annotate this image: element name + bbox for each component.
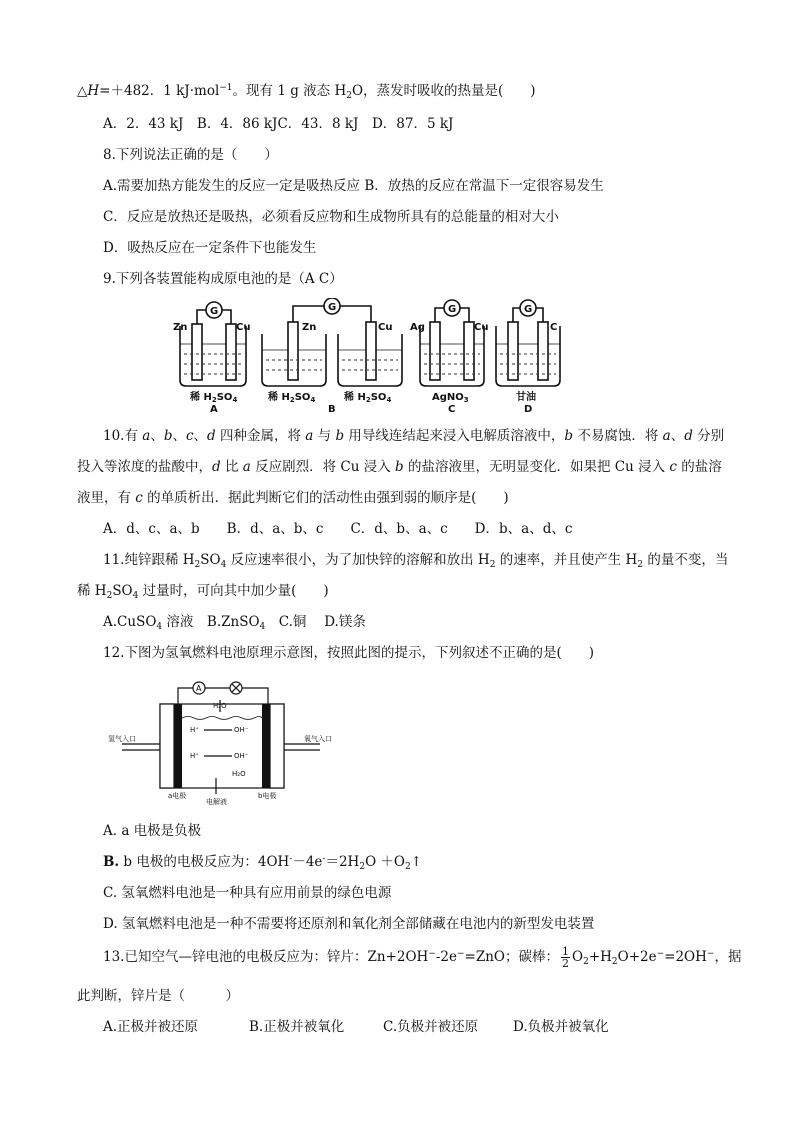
option-b-text4: O ＋O — [365, 854, 406, 870]
q10-line2 — [77, 458, 722, 476]
q13-text-c: -2e — [435, 949, 457, 965]
q13-option-a: A.正极并被还原 — [103, 1019, 199, 1035]
letter-b: B — [328, 404, 336, 415]
q13-text-l: =2OH — [664, 949, 707, 965]
text-segment: 反应速率很小，为了加快锌的溶解和放出 H — [226, 552, 490, 568]
q13-text-n: ，据 — [714, 949, 742, 965]
text-segment: 11.纯锌跟稀 H — [103, 552, 195, 568]
text-segment: 稀 H — [77, 583, 107, 599]
label-electrolyte: 电解液 — [206, 798, 227, 806]
q13-text-h: +H — [588, 949, 612, 965]
variable-letter: d — [212, 459, 221, 475]
q8-option-d: D．吸热反应在一定条件下也能发生 — [103, 240, 317, 256]
q13-text-j: O+2e — [617, 949, 657, 965]
text-segment: 与 — [313, 428, 336, 444]
option-b-text: b 电极的电极反应为：4OH — [119, 854, 290, 870]
variable-letter: a — [662, 428, 671, 444]
subscript: 4 — [220, 560, 227, 570]
q10-line1 — [103, 427, 724, 445]
text-segment: SO — [200, 552, 221, 568]
electrode-b — [262, 704, 270, 788]
q13-line2: 此判断，锌片是（ ） — [77, 988, 239, 1004]
variable-letter: c — [185, 428, 194, 444]
subscript: 4 — [132, 591, 139, 601]
letter-d: D — [524, 404, 533, 415]
q9-stem: 9.下列各装置能构成原电池的是（A C） — [103, 271, 343, 287]
fuel-cell-figure — [108, 678, 358, 806]
oh-minus-1: OH⁻ — [234, 726, 249, 734]
q8-option-a: A.需要加热方能发生的反应一定是吸热反应 B．放热的反应在常温下一定很容易发生 — [103, 178, 604, 194]
q11-line1 — [103, 551, 728, 569]
q8-option-c: C．反应是放热还是吸热，必须看反应物和生成物所具有的总能量的相对大小 — [103, 209, 559, 225]
variable-letter: d — [207, 428, 216, 444]
text-segment: SO — [112, 583, 133, 599]
subscript: 4 — [259, 622, 266, 632]
option-b-sup2: - — [322, 854, 326, 864]
letter-a: A — [210, 404, 218, 415]
q13-option-d: D.负极并被氧化 — [513, 1019, 609, 1035]
text-segment: 投入等浓度的盐酸中， — [77, 459, 212, 475]
q10-line3 — [77, 489, 509, 507]
text-segment: A.CuSO — [103, 614, 157, 630]
variable-letter: a — [242, 459, 251, 475]
delta-h-line — [77, 82, 536, 100]
frac-den: 2 — [562, 957, 569, 970]
q12-option-a: A. a 电极是负极 — [103, 823, 202, 839]
subscript: 2 — [489, 560, 496, 570]
variable-letter: c — [135, 490, 143, 506]
h-plus-1: H⁺ — [190, 726, 199, 734]
q13-sup-2: − — [456, 949, 465, 959]
variable-letter: c — [669, 459, 677, 475]
q13-option-c: C.负极并被还原 — [383, 1019, 479, 1035]
label-electrode-a: a电极 — [168, 792, 187, 800]
unit-exp: −1 — [219, 83, 233, 93]
q13-text-f: O — [572, 949, 584, 965]
delta-symbol: △ — [77, 83, 88, 99]
text-segment: 10.有 — [103, 428, 143, 444]
q13-line1 — [103, 946, 741, 969]
text-segment: 比 — [220, 459, 243, 475]
text-segment: 、 — [150, 428, 164, 444]
variable-letter: a — [305, 428, 314, 444]
galvanic-cells-figure — [170, 298, 570, 416]
text-segment: 的盐溶液里，无明显变化．如果把 Cu 浸入 — [403, 459, 670, 475]
h2o-right: H₂O — [232, 770, 246, 778]
q13-option-b: B.正极并被氧化 — [249, 1019, 345, 1035]
h2o-top: H₂O — [213, 702, 227, 710]
option-b-sub2: 2 — [405, 862, 411, 872]
option-b-sub: 2 — [359, 862, 366, 872]
text-segment: 不易腐蚀．将 — [573, 428, 663, 444]
letter-c: C — [448, 404, 456, 415]
option-b-text2: －4e — [292, 854, 323, 870]
variable-letter: d — [684, 428, 693, 444]
text-segment: 用导线连结起来浸入电解质溶液中， — [344, 428, 565, 444]
sol-b1: 稀 $H_2SO_4$ — [268, 392, 316, 404]
q13-sub-i: 2 — [611, 957, 618, 967]
value-text: =＋482．1 kJ·mol — [99, 83, 220, 99]
q12-option-d: D. 氢氧燃料电池是一种不需要将还原剂和氧化剂全部储藏在电池内的新型发电装置 — [103, 916, 595, 932]
variable-letter: b — [395, 459, 404, 475]
label-ag-c: Ag — [410, 322, 425, 333]
text-segment: 过量时，可向其中加少量( ) — [138, 583, 329, 599]
text-segment: 溶液 B.ZnSO — [162, 614, 260, 630]
text-segment: 反应剧烈．将 Cu 浸入 — [250, 459, 396, 475]
meter-g-d: G — [524, 304, 533, 315]
q13-text-e: =ZnO；碳棒： — [464, 949, 559, 965]
variable-letter: b — [163, 428, 173, 444]
question-text-end: O，蒸发时吸收的热量是( ) — [351, 83, 536, 99]
label-electrode-b: b电极 — [258, 792, 277, 800]
sol-a: 稀 $H_2SO_4$ — [190, 392, 238, 404]
q13-sup-m: − — [706, 949, 715, 959]
q8-stem: 8.下列说法正确的是（ ） — [103, 147, 278, 163]
q12-option-c: C. 氢氧燃料电池是一种具有应用前景的绿色电源 — [103, 885, 392, 901]
text-segment: C.铜 D.镁条 — [265, 614, 366, 630]
text-segment: 液里，有 — [77, 490, 136, 506]
q11-options — [103, 613, 366, 631]
oh-minus-2: OH⁻ — [234, 752, 249, 760]
label-zn-a: Zn — [173, 322, 188, 333]
label-cu-c: Cu — [474, 322, 489, 333]
hydrogen-inlet: 氢气入口 — [108, 735, 136, 743]
q11-line2 — [77, 582, 329, 600]
h-plus-2: H⁺ — [190, 752, 199, 760]
text-segment: 分别 — [692, 428, 725, 444]
electrode-a — [174, 704, 182, 788]
q13-text-a: 13.已知空气—锌电池的电极反应为：锌片：Zn+2OH — [103, 949, 429, 965]
label-cu-a: Cu — [236, 322, 251, 333]
q7-options: A．2．43 kJ B．4．86 kJC．43．8 kJ D．87．5 kJ — [103, 116, 454, 132]
frac-num: 1 — [562, 945, 569, 958]
subscript: 4 — [156, 622, 163, 632]
subscript: 2 — [106, 591, 113, 601]
option-b-arrow: ↑ — [410, 854, 423, 870]
text-segment: 的盐溶 — [676, 459, 722, 475]
sub-2: 2 — [346, 91, 352, 101]
variable-letter: b — [335, 428, 345, 444]
q12-stem: 12.下图为氢氧燃料电池原理示意图，按照此图的提示，下列叙述不正确的是( ) — [103, 645, 595, 661]
q12-option-b — [103, 853, 422, 871]
text-segment: 的单质析出．据此判断它们的活动性由强到弱的顺序是( ) — [142, 490, 509, 506]
text-segment: 的量不变，当 — [643, 552, 729, 568]
text-segment: 的速率，并且使产生 H — [495, 552, 638, 568]
text-segment: 、 — [172, 428, 186, 444]
option-b-letter: B. — [103, 854, 120, 870]
subscript: 2 — [637, 560, 644, 570]
q10-options: A．d、c、a、b B．d、a、b、c C．d、b、a、c D．b、a、d、c — [103, 521, 573, 537]
oxygen-inlet: 氧气入口 — [304, 735, 332, 743]
label-c-d: C — [550, 322, 558, 333]
q13-sub-g: 2 — [583, 957, 589, 967]
half-fraction — [561, 946, 570, 969]
q13-sup-k: − — [656, 949, 665, 959]
variable-letter: b — [564, 428, 574, 444]
option-b-sup: - — [289, 854, 293, 864]
h-italic: H — [87, 83, 100, 99]
text-segment: 四种金属，将 — [215, 428, 306, 444]
text-segment: 、 — [193, 428, 208, 444]
text-segment: 、 — [670, 428, 685, 444]
meter-g-a: G — [210, 306, 219, 317]
ammeter-label: A — [196, 684, 202, 693]
sol-b2: 稀 $H_2SO_4$ — [344, 392, 392, 404]
question-text: 。现有 1 g 液态 H — [232, 83, 347, 99]
option-b-text3: ＝2H — [325, 854, 360, 870]
label-cu-b: Cu — [378, 322, 393, 333]
subscript: 2 — [194, 560, 201, 570]
meter-g-b: G — [328, 302, 337, 313]
label-zn-b: Zn — [302, 322, 317, 333]
q13-sup-1: − — [428, 949, 436, 959]
sol-d: 甘油 — [516, 392, 536, 403]
sol-c: AgNO$_3$ — [432, 392, 469, 404]
meter-g-c: G — [448, 304, 457, 315]
variable-letter: a — [142, 428, 151, 444]
